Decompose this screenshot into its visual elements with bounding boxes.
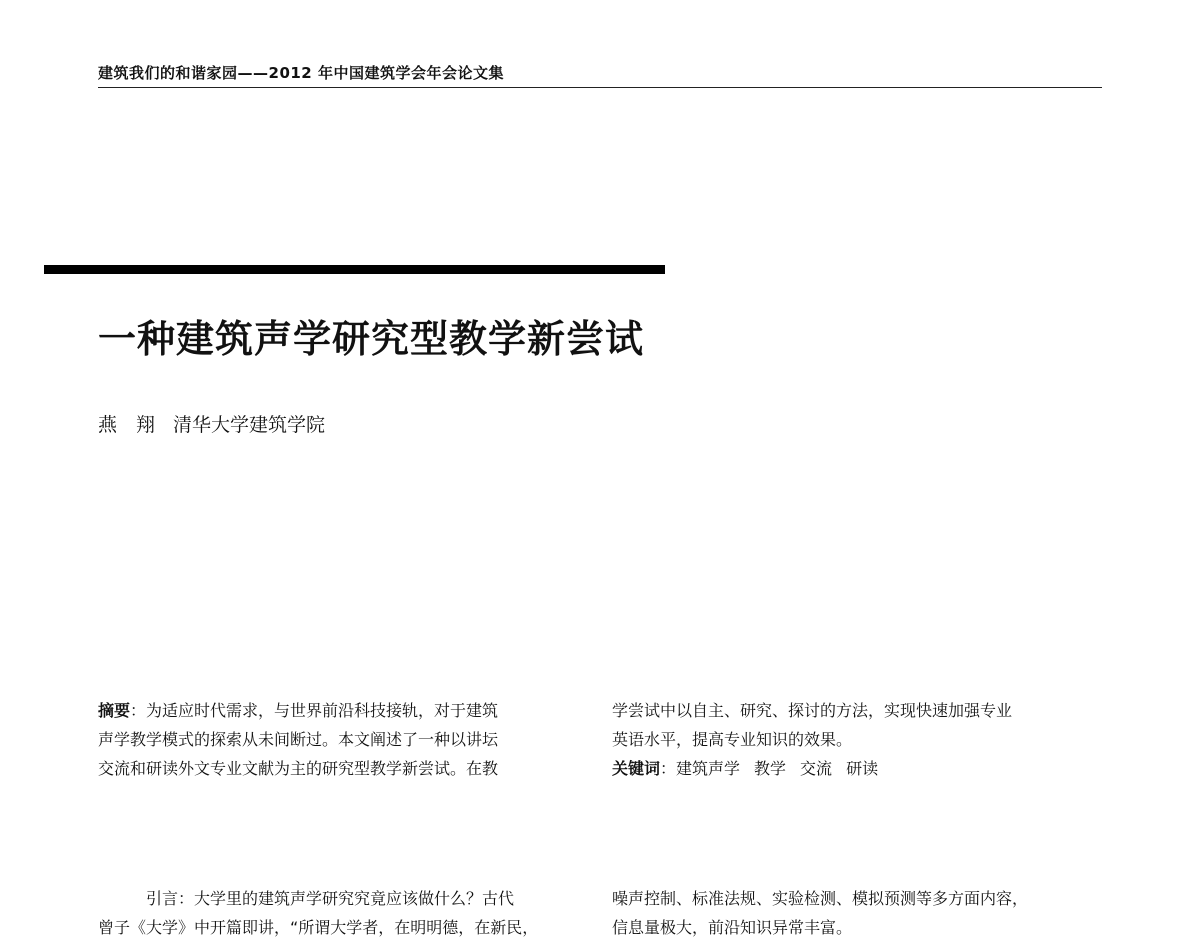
abstract-line: 摘要：为适应时代需求，与世界前沿科技接轨，对于建筑 [98, 701, 499, 720]
keyword: 研读 [846, 759, 879, 778]
abstract-label: 摘要 [98, 701, 131, 720]
header-rule [98, 87, 1102, 88]
abstract-right-column [612, 696, 1104, 783]
author-affiliation: 清华大学建筑学院 [173, 414, 326, 436]
keywords-label: 关键词 [612, 759, 661, 778]
abstract-line: 声学教学模式的探索从未间断过。本文阐述了一种以讲坛 [98, 730, 499, 749]
abstract-left-column [98, 696, 588, 783]
article-title: 一种建筑声学研究型教学新尝试 [98, 316, 645, 361]
author-line [98, 410, 325, 437]
keyword: ：建筑声学 [660, 759, 741, 778]
body-line: 曾子《大学》中开篇即讲，“所谓大学者，在明明德，在新民， [98, 918, 539, 937]
abstract-line: 交流和研读外文专业文献为主的研究型教学新尝试。在教 [98, 759, 499, 778]
abstract-line: 英语水平，提高专业知识的效果。 [612, 730, 853, 749]
body-line: 噪声控制、标准法规、实验检测、模拟预测等多方面内容， [612, 889, 1029, 908]
running-header: 建筑我们的和谐家园——2012 年中国建筑学会年会论文集 [98, 64, 504, 82]
abstract-line: 学尝试中以自主、研究、探讨的方法，实现快速加强专业 [612, 701, 1013, 720]
body-left-column [98, 884, 588, 942]
body-right-column [612, 884, 1104, 942]
keyword: 交流 [800, 759, 833, 778]
body-line: 引言：大学里的建筑声学研究究竟应该做什么？古代 [146, 889, 515, 908]
title-bar [44, 265, 665, 274]
author-name: 燕 翔 [98, 414, 156, 436]
body-line: 信息量极大，前沿知识异常丰富。 [612, 918, 853, 937]
keyword: 教学 [754, 759, 787, 778]
keywords-line [612, 754, 1104, 783]
